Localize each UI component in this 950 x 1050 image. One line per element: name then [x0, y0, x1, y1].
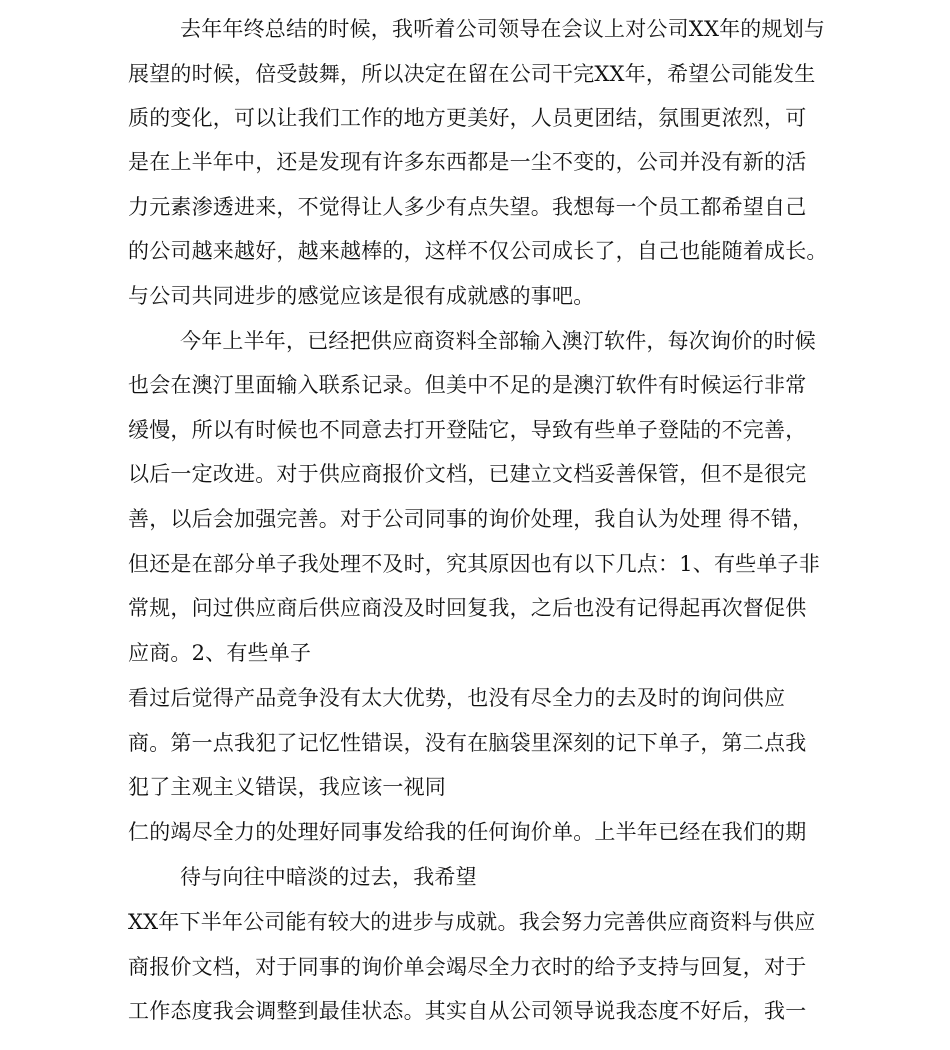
paragraph-1-line-2: 展望的时候，倍受鼓舞，所以决定在留在公司干完XX年，希望公司能发生	[128, 62, 816, 86]
paragraph-3-line-3: 犯了主观主义错误，我应该一视同	[128, 775, 446, 799]
paragraph-1-line-1: 去年年终总结的时候，我听着公司领导在会议上对公司XX年的规划与	[180, 17, 826, 41]
paragraph-2-line-7: 常规，问过供应商后供应商没及时回复我，之后也没有记得起再次督促供	[128, 596, 807, 620]
paragraph-1-line-5: 力元素渗透进来，不觉得让人多少有点失望。我想每一个员工都希望自己	[128, 195, 807, 219]
paragraph-1-line-7: 与公司共同进步的感觉应该是很有成就感的事吧。	[128, 284, 595, 308]
paragraph-2-line-2: 也会在澳汀里面输入联系记录。但美中不足的是澳汀软件有时候运行非常	[128, 373, 807, 397]
paragraph-2-line-8: 应商。2、有些单子	[128, 641, 312, 665]
paragraph-1-line-3: 质的变化，可以让我们工作的地方更美好，人员更团结，氛围更浓烈，可	[128, 106, 807, 130]
paragraph-1-line-6: 的公司越来越好，越来越棒的，这样不仅公司成长了，自己也能随着成长。	[128, 239, 828, 263]
paragraph-5-line-3: 工作态度我会调整到最佳状态。其实自从公司领导说我态度不好后，我一	[128, 999, 807, 1023]
paragraph-4-line-2: 待与向往中暗淡的过去，我希望	[180, 865, 477, 889]
paragraph-2-line-1: 今年上半年，已经把供应商资料全部输入澳汀软件，每次询价的时候	[180, 329, 816, 353]
paragraph-2-line-4: 以后一定改进。对于供应商报价文档，已建立文档妥善保管，但不是很完	[128, 462, 807, 486]
paragraph-2-line-6: 但还是在部分单子我处理不及时，究其原因也有以下几点：1、有些单子非	[128, 552, 820, 576]
paragraph-5-line-2: 商报价文档，对于同事的询价单会竭尽全力衣时的给予支持与回复，对于	[128, 955, 807, 979]
paragraph-5-line-1: XX年下半年公司能有较大的进步与成就。我会努力完善供应商资料与供应	[128, 910, 816, 934]
paragraph-3-line-1: 看过后觉得产品竞争没有太大优势，也没有尽全力的去及时的询问供应	[128, 686, 786, 710]
paragraph-2-line-3: 缓慢，所以有时候也不同意去打开登陆它，导致有些单子登陆的不完善，	[128, 418, 807, 442]
paragraph-4-line-1: 仁的竭尽全力的处理好同事发给我的任何询价单。上半年已经在我们的期	[128, 820, 807, 844]
paragraph-1-line-4: 是在上半年中，还是发现有许多东西都是一尘不变的，公司并没有新的活	[128, 150, 807, 174]
paragraph-3-line-2: 商。第一点我犯了记忆性错误，没有在脑袋里深刻的记下单子，第二点我	[128, 731, 807, 755]
paragraph-2-line-5: 善，以后会加强完善。对于公司同事的询价处理，我自认为处理 得不错，	[128, 507, 814, 531]
